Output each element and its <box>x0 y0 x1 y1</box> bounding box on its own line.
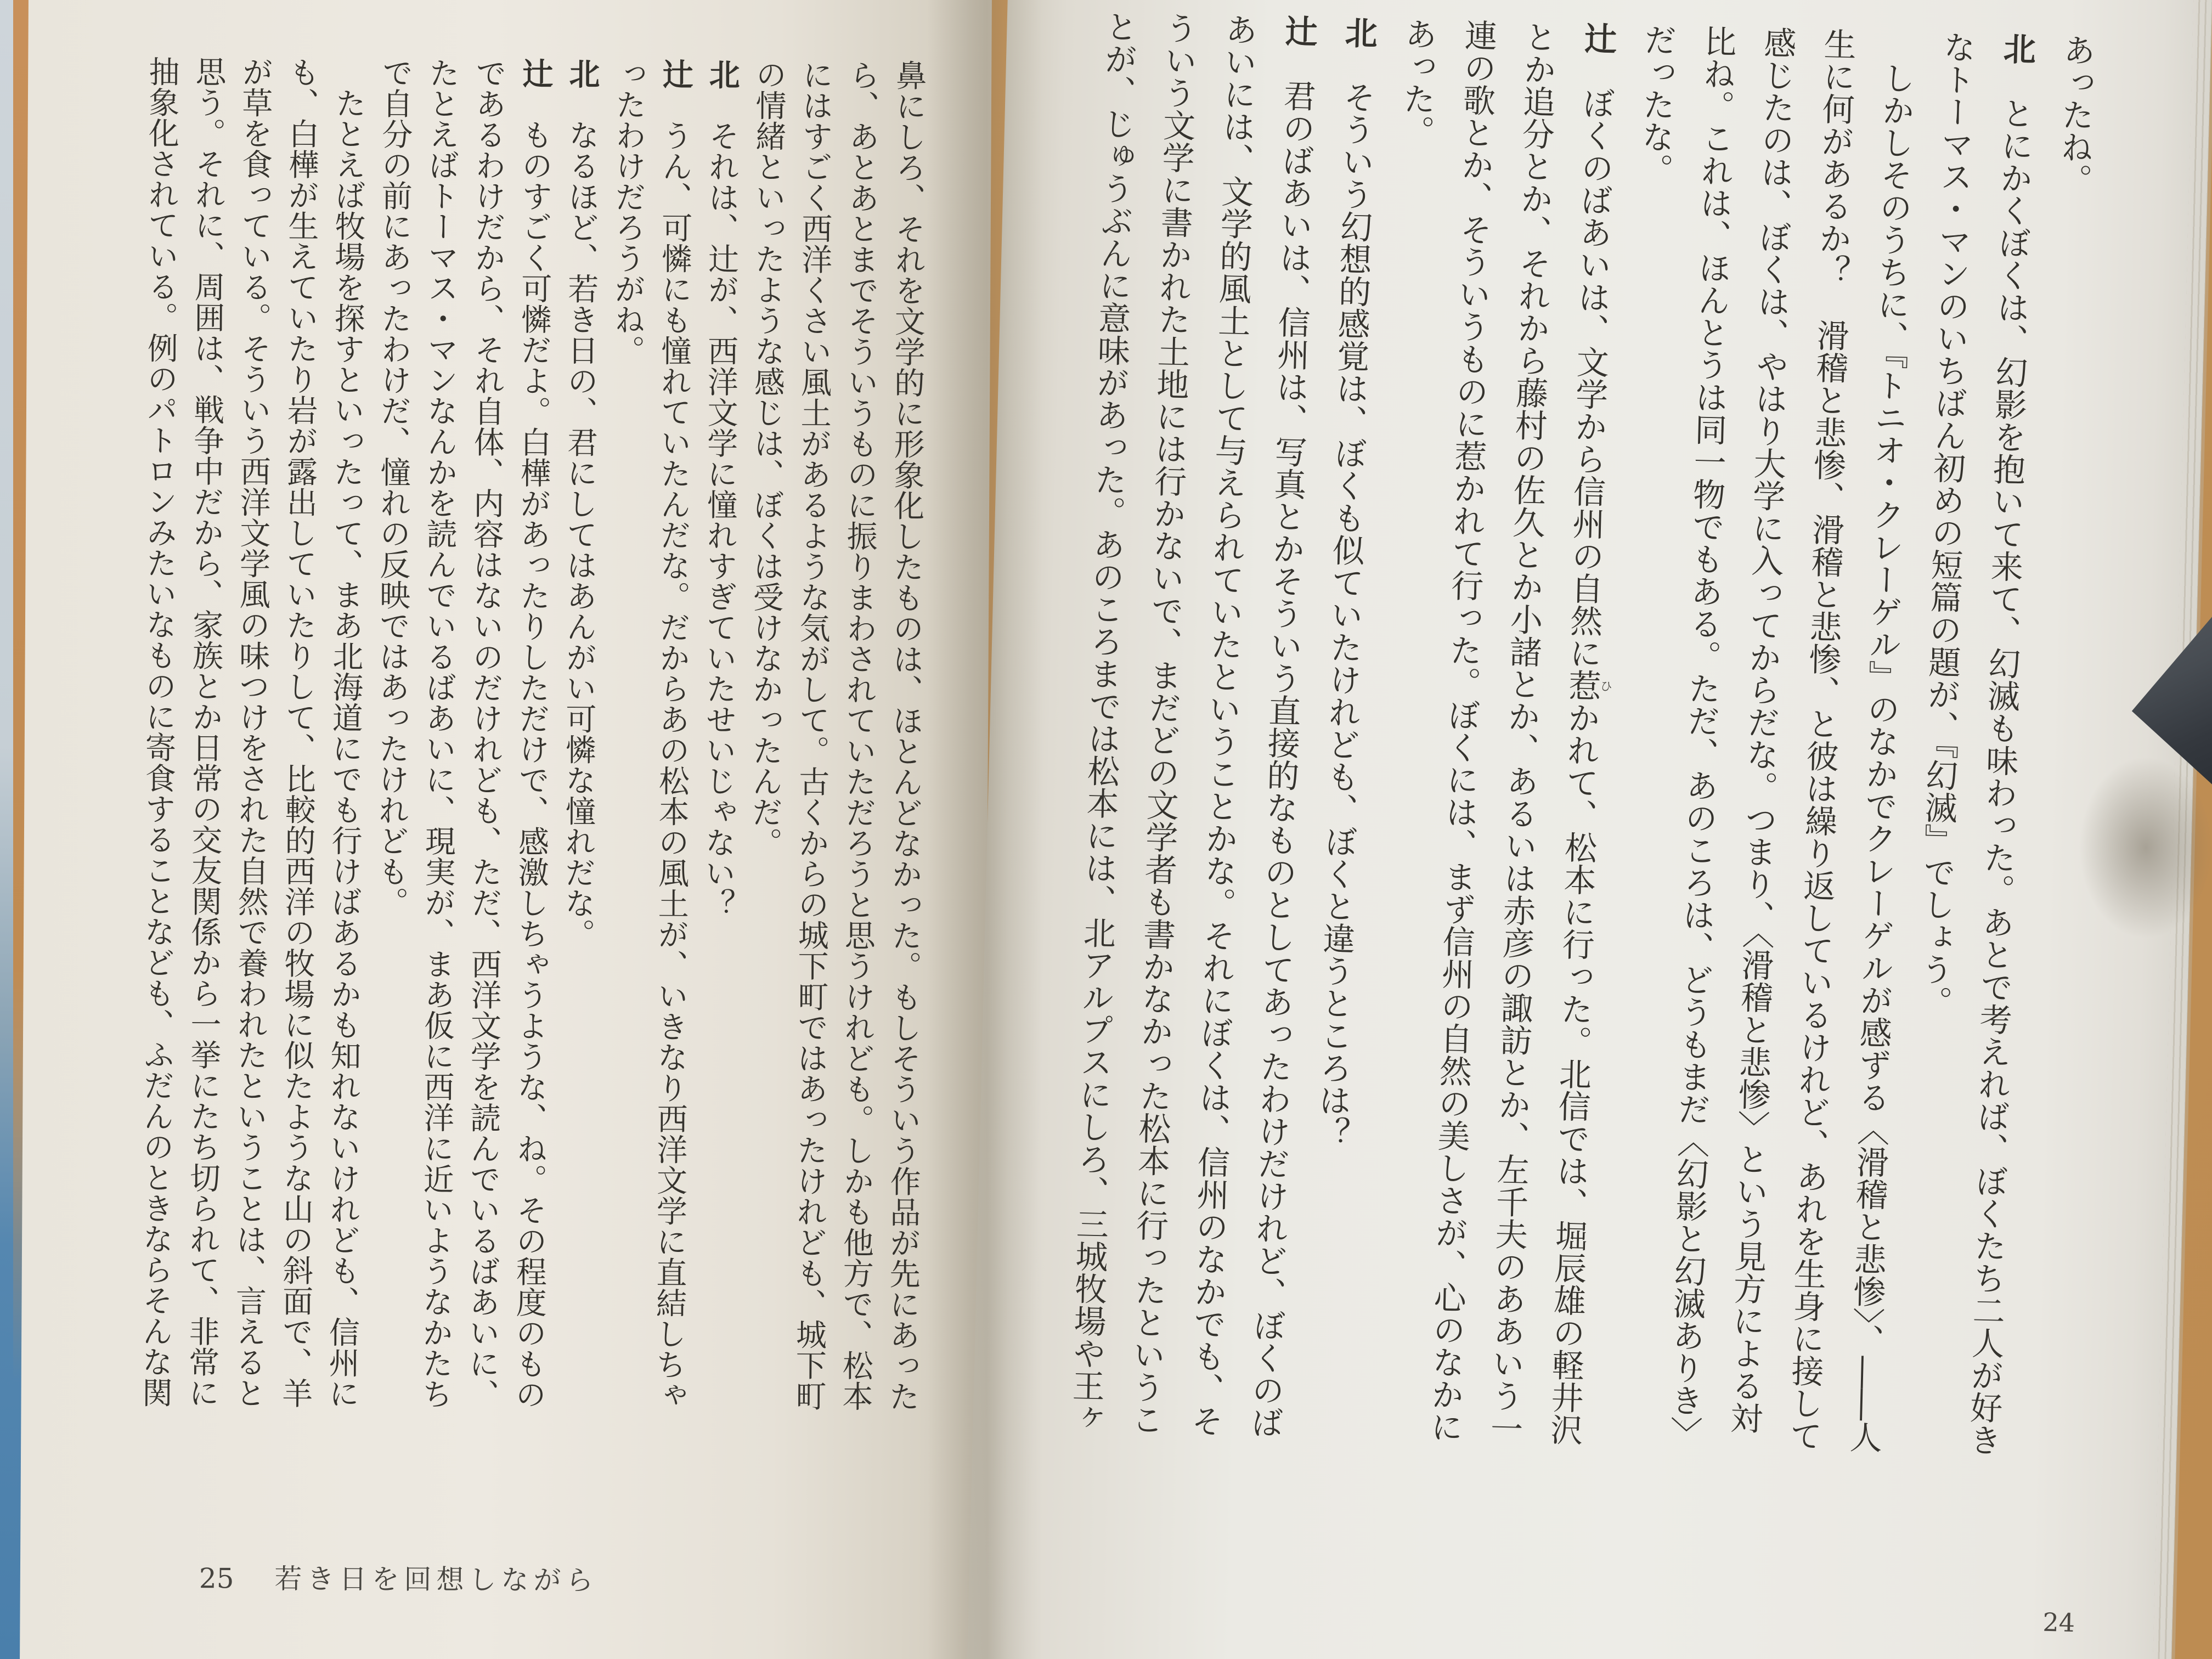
book-page-left <box>20 0 992 1659</box>
page-number-left: 25 <box>199 1562 234 1595</box>
book-page-right <box>967 0 2212 1659</box>
speaker-label: 辻 <box>517 58 554 89</box>
paragraph: 鼻にしろ、それを文学的に形象化したものは、ほとんどなかった。もしそういう作品が先にあったら、あとあとまでそういうものに振りまわされていただろうと思うけれども。しかも他方で、松本にはすごく西洋くさい風土があるような気がして。古くからの城下町ではあったけれども、城下町の情緒といったような感じは、ぼくは受けなかったんだ。 <box>747 59 927 1412</box>
speaker-label: 辻 <box>1279 14 1318 48</box>
speaker-label: 北 <box>564 58 600 89</box>
paragraph: 辻 ぼくのばあいは、文学から信州の自然に惹ひかれて、松本に行った。北信では、堀辰雄の軽井沢とか追分とか、それから藤村の佐久とか小諸とか、あるいは赤彦の諏訪とか、左千夫のああいう一連の歌とか、そういうものに惹かれて行った。ぼくには、まず信州の自然の美しさが、心のなかにあった。 <box>1396 17 1617 1447</box>
page-text-left <box>132 55 933 1415</box>
paragraph: 辻 君のばあいは、信州は、写真とかそういう直接的なものとしてあったわけだけれど、ぼくのばあいには、文学的風土として与えられていたということかな。それにぼくは、信州のなかでも、そういう文学に書かれた土地には行かないで、まだどの文学者も書かなかった松本に行ったということが、じゅうぶんに意味があった。あのころまでは松本には、北アルプスにしろ、三城牧場や王ヶ <box>1065 9 1318 1439</box>
paragraph: 北 そういう幻想的感覚は、ぼくも似ていたけれども、ぼくと違うところは？ <box>1312 15 1378 1149</box>
paragraph: 辻 ものすごく可憐だよ。白樺があったりしただけで、感激しちゃうような、ね。その程度のものであるわけだから、それ自体、内容はないのだけれども、ただ、西洋文学を読んでいるばあいに、たとえばトーマス・マンなんかを読んでいるばあいに、現実が、まあ仮に西洋に近いようなかたちで自分の前にあったわけだ、憧れの反映ではあったけれども。 <box>373 57 554 1410</box>
speaker-label: 北 <box>1339 15 1378 49</box>
paragraph: 北 とにかくぼくは、幻影を抱いて来て、幻滅も味わった。あとで考えれば、ぼくたち二人が好きなトーマス・マンのいちばん初めの短篇の題が、『幻滅』でしょう。 <box>1914 30 2036 1457</box>
paragraph: たとえば牧場を探すといったって、まあ北海道にでも行けばあるかも知れないけれども、信州にも、白樺が生えていたり岩が露出していたりして、比較的西洋の牧場に似たような山の斜面で、羊が草を食っている。そういう西洋文学風の味つけをされた自然で養われたということは、言えると思う。それに、周囲は、戦争中だから、家族とか日常の交友関係から一挙にたち切られて、非常に抽象化されている。例のパトロンみたいなものに寄食することなども、ふだんのときならそんな関 <box>137 55 367 1409</box>
paragraph: 辻 うん、可憐にも憧れていたんだな。だからあの松本の風土が、いきなり西洋文学に直結しちゃったわけだろうがね。 <box>609 58 693 1410</box>
paragraph: しかしそのうちに、『トニオ・クレーゲル』のなかでクレーゲルが感ずる〈滑稽と悲惨〉、――人生に何があるか？ 滑稽と悲惨、滑稽と悲惨、と彼は繰り返しているけれど、あれを生身に接して感じたのは、ぼくは、やはり大学に入ってからだな。つまり、〈滑稽と悲惨〉という見方による対比ね。これは、ほんとうは同一物でもある。ただ、あのころは、どうもまだ〈幻影と幻滅ありき〉だったな。 <box>1635 22 1917 1454</box>
paragraph: あったね。 <box>2054 33 2096 196</box>
page-text-right <box>1054 9 2107 1460</box>
page-number-right: 24 <box>2042 1607 2075 1638</box>
speaker-label: 北 <box>1997 31 2036 65</box>
speaker-label: 辻 <box>657 58 693 89</box>
speaker-label: 北 <box>704 58 740 90</box>
page-footer-left <box>199 1556 599 1598</box>
speaker-label: 辻 <box>1578 21 1617 55</box>
paragraph: 北 なるほど、若き日の、君にしてはあんがい可憐な憧れだな。 <box>560 58 600 949</box>
stacked-page-edges <box>2152 0 2212 1659</box>
running-title: 若き日を回想しながら <box>274 1562 599 1596</box>
paragraph: 北 それは、辻が、西洋文学に憧れすぎていたせいじゃない？ <box>699 58 740 919</box>
